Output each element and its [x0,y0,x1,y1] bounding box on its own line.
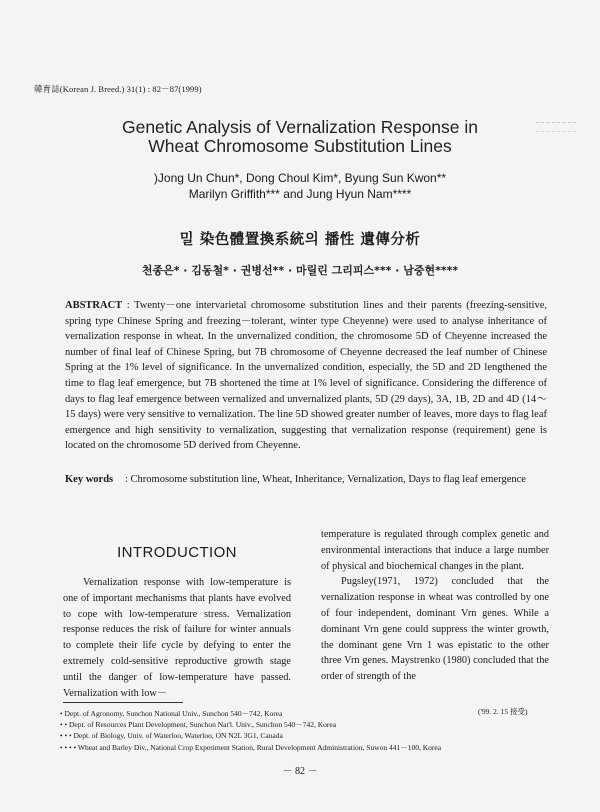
right-paragraph-1: temperature is regulated through complex genetic and environmental interactions that induce a large number of physical and biochemical changes in the plant. [321,529,549,572]
abstract-text: : Twenty－one intervarietal chromosome substitution lines and their parents (freezing-sensitive, spring type Chinese Spring and freezing－tolerant, winter type Cheyenne) were used to analyse inheritance of vernalization response in wheat. In the unvernalized condition, the chromosome 5D of Cheyenne increased the number of final leaf of Chinese Spring, but 7B chromosome of Cheyenne decreased the leaf number of Chinese Spring at the 1% level of significance. In the unvernalized condition, especially, the 5D and 2D lengthened the time to flag leaf emergence, but 7B shortened the time at 1% level of significance. Considering the difference of days to flag leaf emergence between vernalized and unvernalized plants, 5D (29 days), 3A, 1B, 2D and 4D (14～15 days) were very sensitive to vernalization. The line 5D showed greater number of leaves, more days to flag leaf emergence and high sensitivity to vernalization, suggesting that vernalization response (requirement) gene is located on the chromosome 5D derived from Cheyenne. [65,300,548,452]
left-paragraph: Vernalization response with low-temperature is one of important mechanisms that plants have evolved to cope with low-temperature stress. Vernalization response reduces the risk of failure for winter annuals to complete their life cycle by defying to enter the extremely cold-sensitive reproductive growth stage until the danger of low-temperature have passed. Vernalization with low－ [63,577,291,699]
abstract [65,298,547,454]
footnote-4: • • • • Wheat and Barley Div., National Crop Experiment Station, Rural Development Administration, Suwon 441－100, Korea [60,742,442,752]
footnote-3: • • • Dept. of Biology, Univ. of Waterloo, Waterloo, ON N2L 3G1, Canada [60,731,283,741]
keywords-text: : Chromosome substitution line, Wheat, Inheritance, Vernalization, Days to flag leaf emergence [125,474,526,485]
authors-line-1: )Jong Un Chun*, Dong Choul Kim*, Byung Sun Kwon** [153,171,447,185]
keywords [65,472,547,488]
received-date: ('99. 2. 15 接受) [478,707,528,716]
page-number: － 82 － [282,766,318,777]
title-line-1: Genetic Analysis of Vernalization Response in [121,117,479,137]
footnote-1: • Dept. of Agronomy, Sunchon National Univ., Sunchon 540－742, Korea [60,709,283,718]
journal-citation: 韓育誌(Korean J. Breed.) 31(1) : 82－87(1999) [34,84,202,94]
title-line-2: Wheat Chromosome Substitution Lines [148,136,452,156]
korean-authors: 천종은* · 김동철* · 권병선** · 마릴린 그리피스*** · 남중현**** [141,264,459,277]
keywords-label: Key words [65,474,114,485]
section-heading-introduction: INTRODUCTION [117,544,237,561]
footnote-2: • • Dept. of Resources Plant Development, Sunchon Nat'l. Univ., Sunchon 540－742, Korea [60,720,337,730]
footnote-divider [63,702,183,703]
right-column [321,527,549,685]
authors-line-2: Marilyn Griffith*** and Jung Hyun Nam**** [188,187,412,201]
korean-title: 밀 染色體置換系統의 播性 遺傳分析 [179,232,421,248]
footnotes [60,708,530,753]
right-paragraph-2: Pugsley(1971, 1972) concluded that the vernalization response in wheat was controlled by one of four independent, dominant Vrn genes. While a dominant Vrn gene could suppress the winter growth, the dominant gene Vrn 1 was epistatic to the other three Vrn genes. Maystrenko (1980) concluded that the order of strength of the [321,576,549,683]
abstract-label: ABSTRACT [65,300,123,311]
left-column [63,575,291,701]
